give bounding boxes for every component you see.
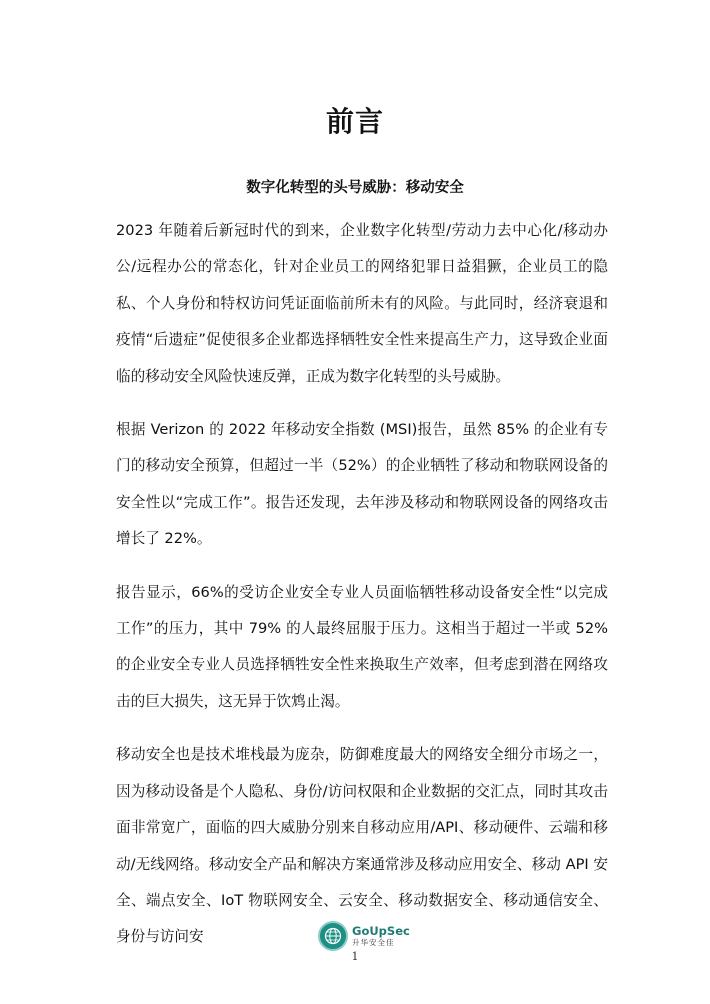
paragraph: 报告显示，66%的受访企业安全专业人员面临牺牲移动设备安全性“以完成工作”的压力，其中 79% 的人最终屈服于压力。这相当于超过一半或 52% 的企业安全专业人员选择牺牲安全性来换取生产效率，但考虑到潜在网络攻击的巨大损失，这无异于饮鸩止渴。 — [116, 583, 608, 710]
page-number: 1 — [351, 950, 359, 963]
paragraph: 移动安全也是技术堆栈最为庞杂，防御难度最大的网络安全细分市场之一，因为移动设备是个人隐私、身份/访问权限和企业数据的交汇点，同时其攻击面非常宽广，面临的四大威胁分别来自移动应用/API、移动硬件、云端和移动/无线网络。移动安全产品和解决方案通常涉及移动应用安全、移动 API 安全、端点安全、IoT 物联网安全、云安全、移动数据安全、移动通信安全、身份与访问安 — [116, 746, 608, 946]
globe-emblem-icon — [318, 921, 348, 951]
paragraph: 2023 年随着后新冠时代的到来，企业数字化转型/劳动力去中心化/移动办公/远程办公的常态化，针对企业员工的网络犯罪日益猖獗，企业员工的隐私、个人身份和特权访问凭证面临前所未有的风险。与此同时，经济衰退和疫情“后遗症”促使很多企业都选择牺牲安全性来提高生产力，这导致企业面临的移动安全风险快速反弹，正成为数字化转型的头号威胁。 — [116, 222, 608, 385]
paragraph: 根据 Verizon 的 2022 年移动安全指数 (MSI)报告，虽然 85% 的企业有专门的移动安全预算，但超过一半（52%）的企业牺牲了移动和物联网设备的安全性以“完成工作”。报告还发现，去年涉及移动和物联网设备的网络攻击增长了 22%。 — [116, 421, 608, 548]
logo-subtitle-text: 升华安全佳 — [352, 937, 395, 947]
body-text — [116, 213, 608, 973]
section-subtitle: 数字化转型的头号威胁：移动安全 — [246, 180, 464, 196]
goupsec-logo — [318, 921, 410, 951]
page-title: 前言 — [325, 105, 384, 138]
logo-brand-text: GoUpSec — [352, 923, 410, 938]
